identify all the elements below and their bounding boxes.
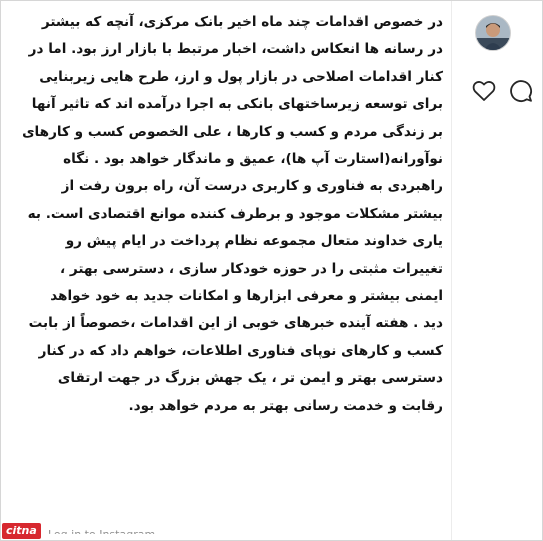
avatar-image: [476, 16, 510, 50]
caption-line: دید . هفته آینده خبرهای خوبی از این اقدامات ،خصوصاً از بابت: [28, 315, 443, 332]
comment-button[interactable]: [508, 78, 534, 104]
caption-line: نوآورانه(استارت آپ ها)، عمیق و ماندگار خواهد بود . نگاه: [63, 151, 443, 168]
caption-line: رقابت و خدمت رسانی بهتر به مردم خواهد بود.: [128, 397, 443, 414]
post-caption: [11, 9, 443, 420]
citna-logo: citna: [2, 523, 41, 539]
caption-line: در خصوص اقدامات چند ماه اخیر بانک مرکزی، آنچه که بیشتر: [41, 14, 443, 30]
like-button[interactable]: [471, 78, 497, 104]
caption-line: برای توسعه زیرساختهای بانکی به اجرا درآمده اند که تاثیر آنها: [31, 96, 443, 113]
heart-outline-icon: [472, 80, 496, 102]
caption-line: راهبردی به فناوری و کاربری درست آن، راه برون رفت از: [61, 178, 443, 195]
speech-bubble-icon: [509, 79, 533, 103]
caption-line: یاری خداوند متعال مجموعه نظام پرداخت در ایام پیش رو: [65, 233, 443, 250]
caption-line: کسب و کارهای نوپای فناوری اطلاعات، خواهم داد که در کنار: [38, 342, 443, 359]
caption-line: بر زندگی مردم و کسب و کارها ، علی الخصوص کسب و کارهای: [22, 123, 443, 140]
avatar[interactable]: [475, 15, 511, 51]
caption-line: کنار اقدامات اصلاحی در بازار پول و ارز، طرح هایی زیربنایی: [39, 68, 443, 85]
caption-line: تغییرات مثبتی را در حوزه خودکار سازی ، دسترسی بهتر ،: [59, 260, 443, 277]
caption-line: دسترسی بهتر و ایمن تر ، یک جهش بزرگ در جهت ارتقای: [57, 370, 443, 387]
caption-line: ایمنی بیشتر و معرفی ابزارها و امکانات جدید به خود خواهد: [50, 288, 443, 305]
caption-line: در رسانه ها انعکاس داشت، اخبار مرتبط با بازار ارز بود. اما در: [28, 41, 443, 58]
column-divider: [451, 1, 452, 540]
caption-line: بیشتر مشکلات موجود و برطرف کننده موانع اقتصادی است. به: [27, 205, 443, 222]
